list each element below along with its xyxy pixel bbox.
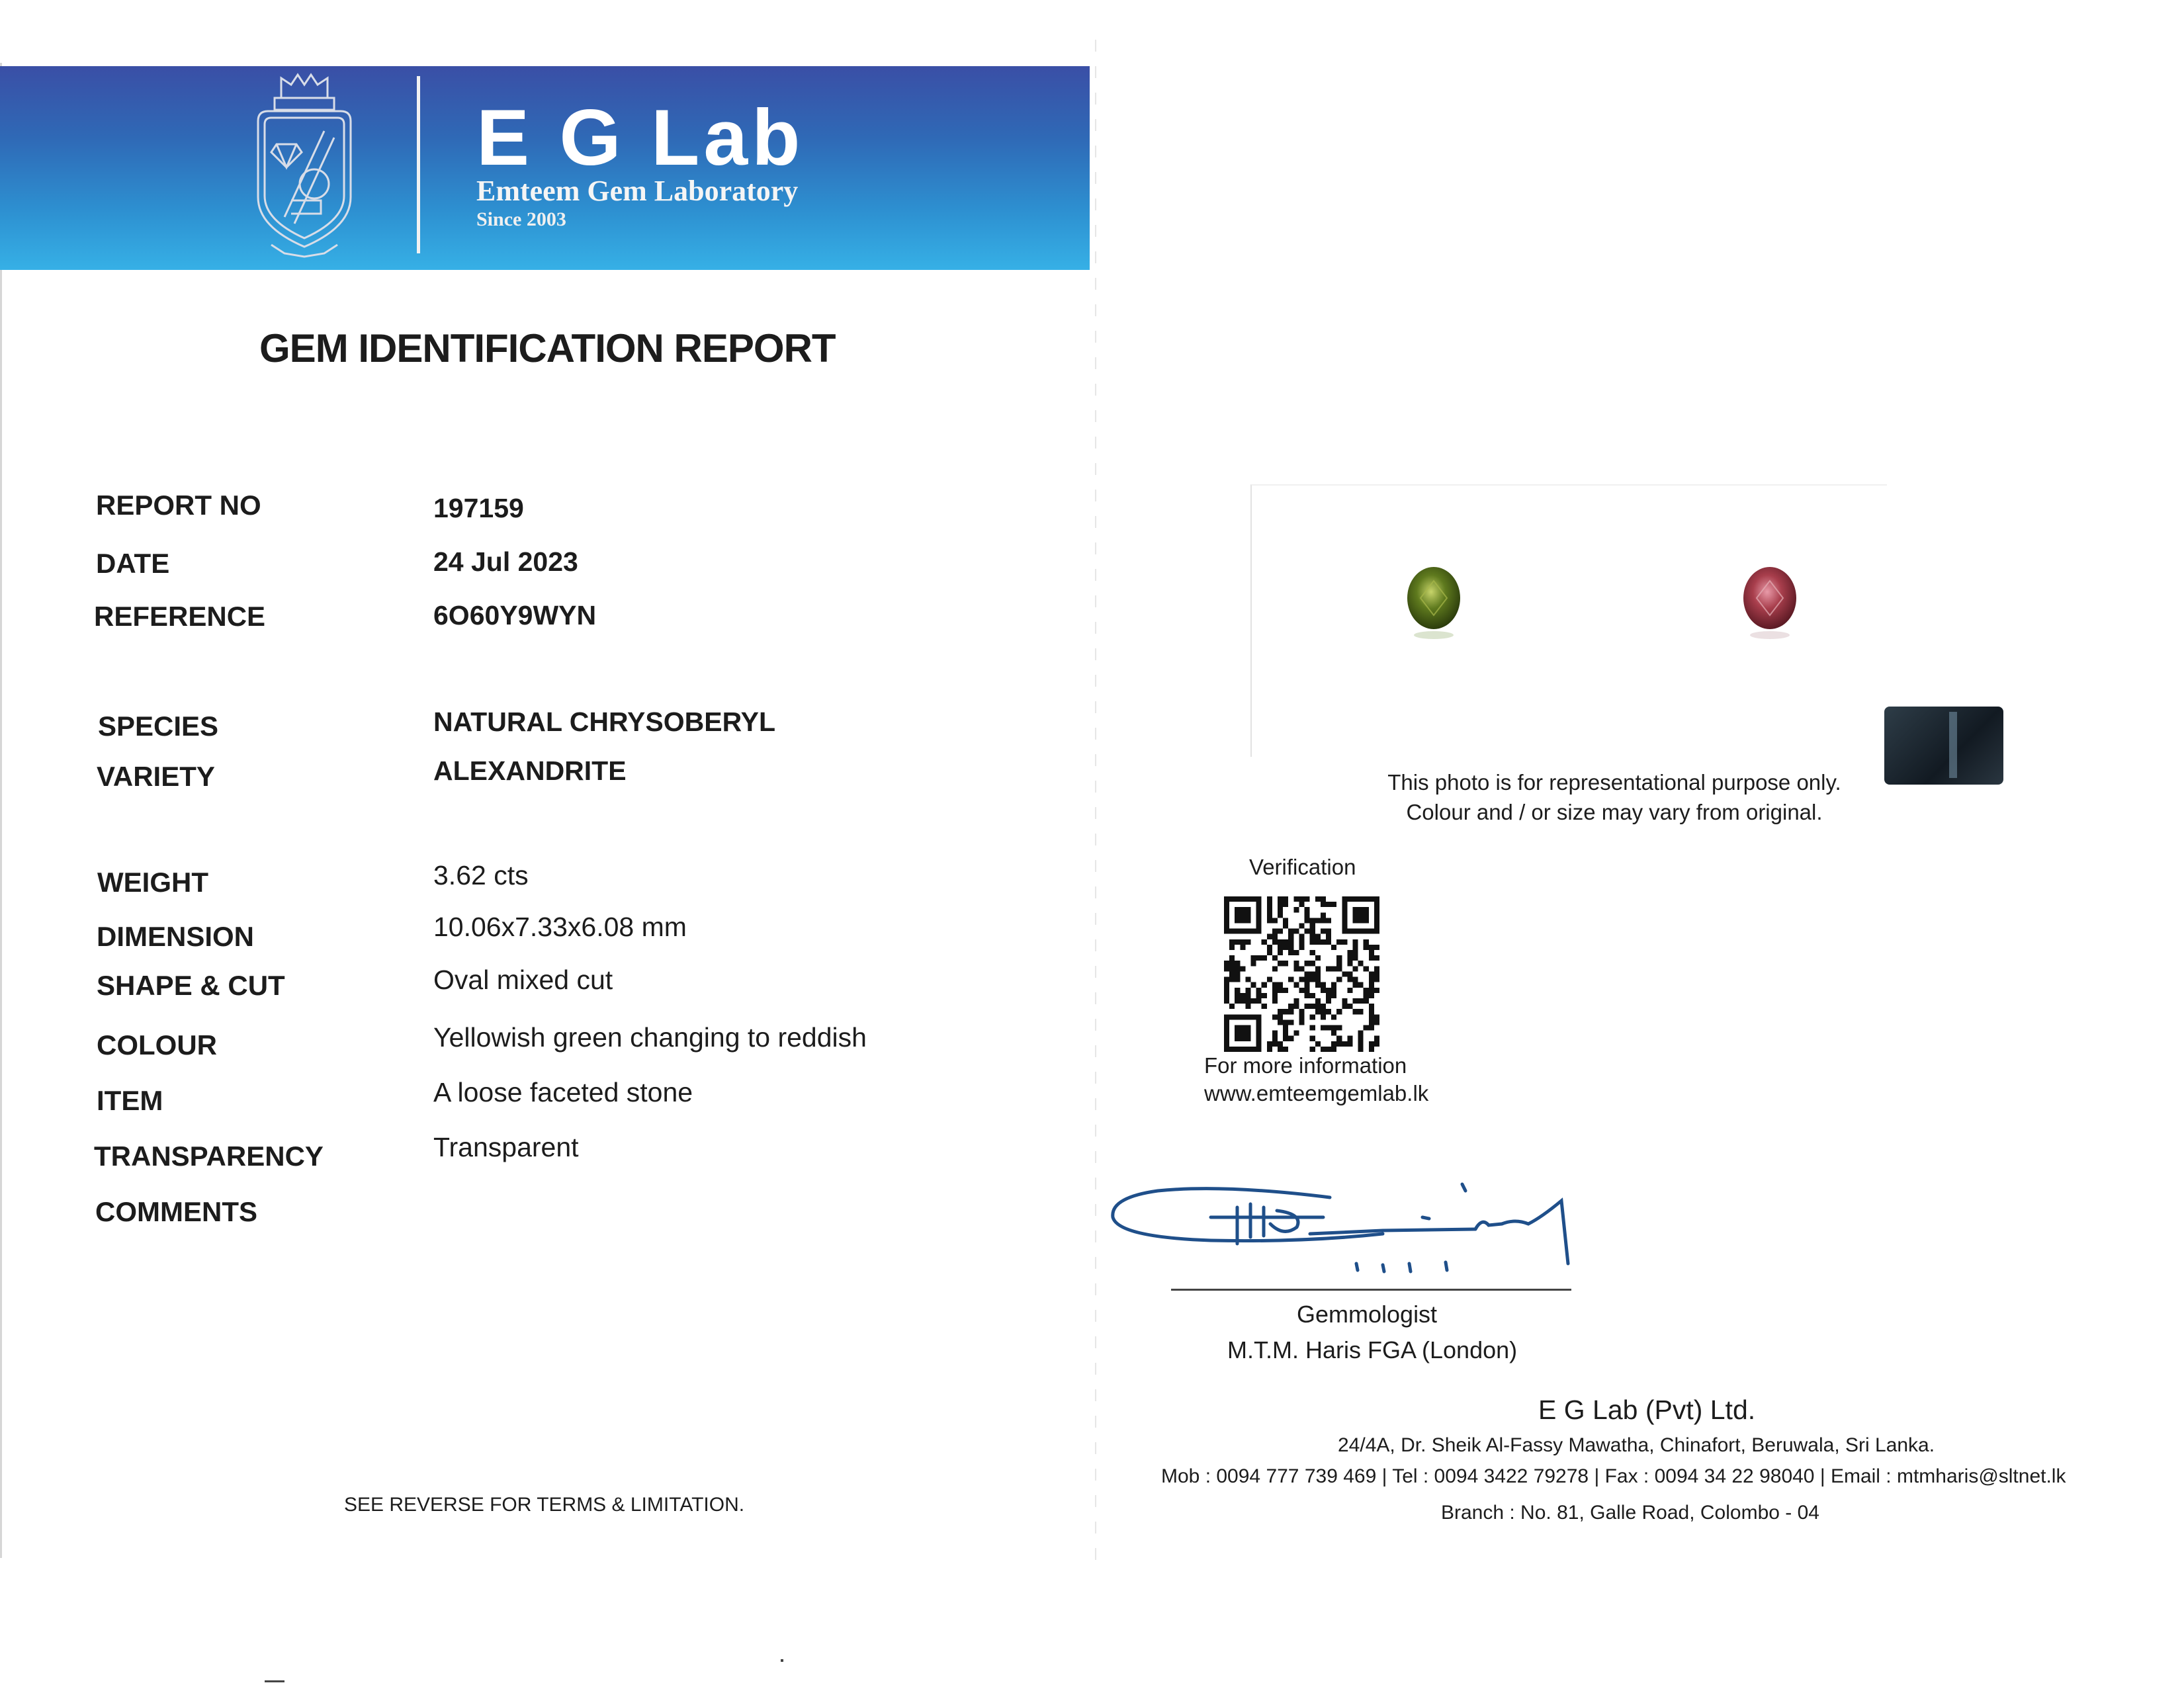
report-title: GEM IDENTIFICATION REPORT — [259, 326, 836, 370]
company-address: 24/4A, Dr. Sheik Al-Fassy Mawatha, Chinafort, Beruwala, Sri Lanka. — [1338, 1434, 1935, 1456]
banner-divider — [417, 76, 420, 253]
value-date: 24 Jul 2023 — [433, 546, 578, 577]
label-weight: WEIGHT — [97, 867, 208, 898]
value-transparency: Transparent — [433, 1132, 579, 1162]
lab-since: Since 2003 — [476, 208, 566, 230]
terms-note: SEE REVERSE FOR TERMS & LIMITATION. — [344, 1494, 745, 1516]
gem-incandescent-image — [1742, 566, 1798, 642]
lab-name: Emteem Gem Laboratory — [476, 175, 799, 207]
label-reference: REFERENCE — [94, 601, 266, 632]
label-comments: COMMENTS — [95, 1196, 257, 1227]
value-reference: 6O60Y9WYN — [433, 600, 597, 630]
value-shape-cut: Oval mixed cut — [433, 965, 613, 995]
gemmologist-signature — [1105, 1178, 1621, 1283]
value-colour: Yellowish green changing to reddish — [433, 1022, 867, 1053]
label-report-no: REPORT NO — [96, 490, 261, 521]
more-info — [1204, 1052, 1428, 1107]
signature-line — [1171, 1289, 1571, 1291]
label-colour: COLOUR — [97, 1029, 217, 1060]
label-variety: VARIETY — [97, 761, 215, 792]
label-item: ITEM — [97, 1085, 163, 1116]
crest-logo-icon — [245, 71, 364, 263]
scan-speck — [781, 1659, 783, 1662]
lab-logo-text: E G Lab — [476, 93, 805, 182]
signatory-role: Gemmologist — [1297, 1301, 1438, 1328]
fold-line — [1095, 40, 1096, 1561]
gem-daylight-image — [1406, 566, 1462, 642]
verification-label: Verification — [1249, 855, 1356, 879]
qr-code-icon[interactable] — [1224, 896, 1379, 1052]
label-transparency: TRANSPARENCY — [94, 1141, 324, 1172]
photo-disclaimer — [1257, 767, 1972, 827]
label-shape-cut: SHAPE & CUT — [97, 970, 285, 1001]
scan-speck — [265, 1680, 284, 1682]
website-link[interactable]: www.emteemgemlab.lk — [1204, 1081, 1429, 1105]
value-species: NATURAL CHRYSOBERYL — [433, 707, 776, 737]
header-banner — [0, 66, 1090, 270]
photo-note-line1: This photo is for representational purpose only. — [1387, 770, 1841, 795]
signatory-name: M.T.M. Haris FGA (London) — [1227, 1336, 1518, 1363]
label-species: SPECIES — [98, 711, 219, 742]
company-contact: Mob : 0094 777 739 469 | Tel : 0094 3422 79278 | Fax : 0094 34 22 98040 | Email : mtmharis@sltnet.lk — [1161, 1465, 2066, 1487]
page-edge — [0, 63, 2, 1558]
value-weight: 3.62 cts — [433, 860, 529, 890]
value-dimension: 10.06x7.33x6.08 mm — [433, 912, 687, 942]
photo-note-line2: Colour and / or size may vary from original. — [1406, 800, 1823, 824]
company-name: E G Lab (Pvt) Ltd. — [1538, 1395, 1756, 1425]
label-dimension: DIMENSION — [97, 921, 255, 952]
value-report-no: 197159 — [433, 493, 524, 523]
company-branch: Branch : No. 81, Galle Road, Colombo - 04 — [1441, 1502, 1819, 1524]
label-date: DATE — [96, 548, 170, 579]
more-info-text: For more information — [1204, 1053, 1407, 1078]
value-item: A loose faceted stone — [433, 1077, 693, 1107]
value-variety: ALEXANDRITE — [433, 755, 627, 786]
